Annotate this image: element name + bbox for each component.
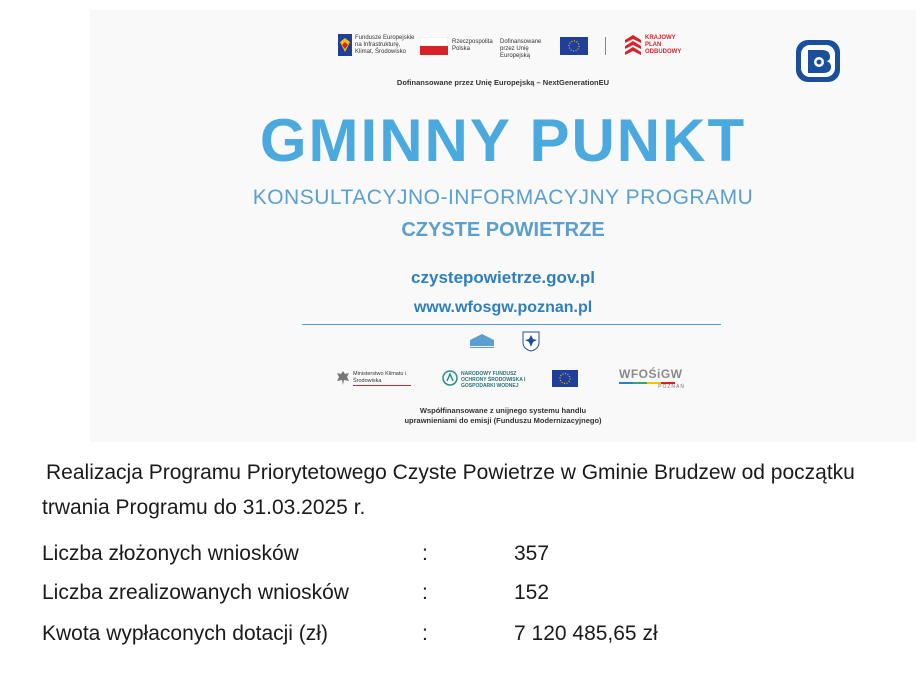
- wfosgw-url: www.wfosgw.poznan.pl: [413, 299, 593, 316]
- kpo-logo-text: KRAJOWY PLAN ODBUDOWY: [645, 35, 682, 55]
- stat-value: 7 120 485,65 zł: [514, 622, 658, 645]
- stat-separator: :: [422, 622, 428, 645]
- stat-value: 357: [514, 542, 550, 565]
- wfosgw-sub-text: POZNAŃ: [658, 384, 685, 390]
- poster-subtitle: KONSULTACYJNO-INFORMACYJNY PROGRAMU: [252, 186, 754, 209]
- nfos-logo: [442, 370, 526, 391]
- ministry-logo: [336, 370, 407, 391]
- eu-flag-icon: [560, 37, 588, 55]
- bottom-funding-note: [90, 406, 916, 426]
- logo-divider: [605, 37, 606, 55]
- poster-title: GMINNY PUNKT: [259, 107, 747, 174]
- kpo-logo: [624, 34, 682, 61]
- czyste-powietrze-url: czystepowietrze.gov.pl: [411, 268, 595, 287]
- eagle-icon: [336, 370, 350, 386]
- stat-separator: :: [422, 542, 428, 565]
- bottom-note-line1: Współfinansowane z unijnego systemu handlu: [419, 406, 587, 415]
- top-funding-note: Dofinansowane przez Unię Europejską – NextGenerationEU: [396, 78, 610, 87]
- program-name: CZYSTE POWIETRZE: [401, 219, 605, 241]
- stat-label: Liczba złożonych wniosków: [42, 542, 299, 565]
- intro-sentence: Realizacja Programu Priorytetowego Czyste Powietrze w Gminie Brudzew od początku trwania Programu do 31.03.2025 r.: [42, 461, 855, 519]
- nfos-logo-text: NARODOWY FUNDUSZ OCHRONY ŚRODOWISKA I GOSPODARKI WODNEJ: [461, 371, 526, 389]
- rp-logo-text: Rzeczpospolita Polska: [452, 39, 493, 52]
- stat-label: Kwota wypłaconych dotacji (zł): [42, 622, 328, 645]
- eu-flag-bottom-icon: [552, 370, 578, 387]
- nfos-emblem-icon: [442, 370, 458, 386]
- divider-line: [302, 324, 721, 325]
- stat-label: Liczba zrealizowanych wniosków: [42, 581, 349, 604]
- wfosgw-logo: [619, 368, 685, 390]
- stat-value: 152: [514, 581, 550, 604]
- bottom-note-line2: uprawnieniami do emisji (Funduszu Modernizacyjnego): [404, 416, 602, 425]
- rp-logo: [420, 37, 493, 60]
- fe-logo-text: Fundusze Europejskie na Infrastrukturę, Klimat, Środowisko: [355, 35, 415, 55]
- ue-logo-text: Dofinansowane przez Unię Europejską: [500, 39, 542, 59]
- fe-logo: [338, 34, 415, 61]
- kpo-emblem-icon: [624, 34, 642, 56]
- intro-text: [42, 455, 902, 525]
- fe-flag-icon: [338, 34, 352, 56]
- program-poster: [90, 10, 916, 442]
- wfosgw-logo-text: WFOŚiGW: [619, 367, 683, 381]
- polish-flag-icon: [420, 37, 448, 55]
- stat-separator: :: [422, 581, 428, 604]
- building-logo-icon: [468, 332, 496, 350]
- ministry-logo-text: Ministerstwo Klimatu i Środowiska: [353, 371, 411, 386]
- coat-of-arms-icon: [521, 330, 541, 352]
